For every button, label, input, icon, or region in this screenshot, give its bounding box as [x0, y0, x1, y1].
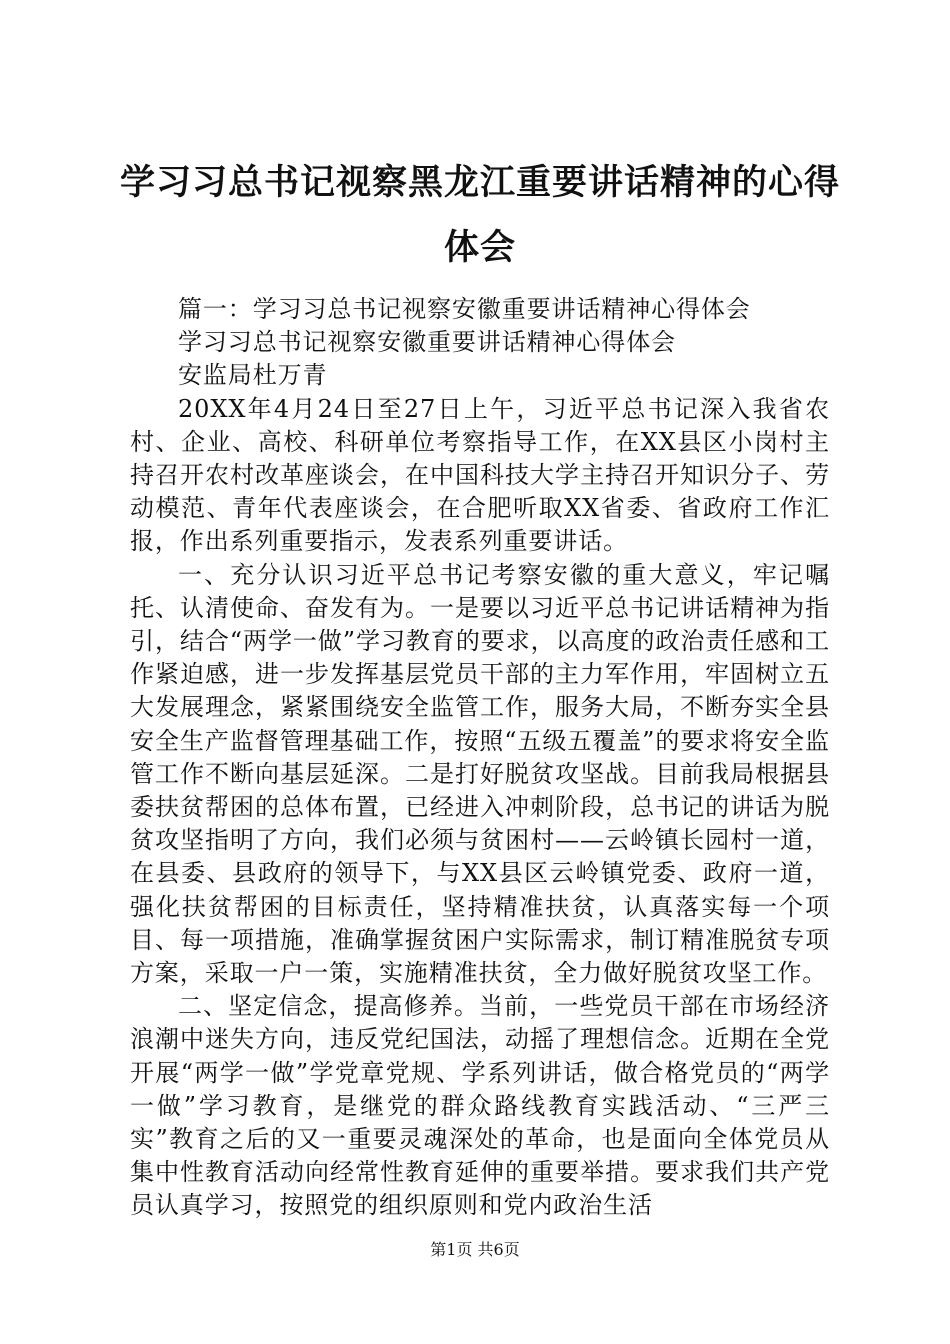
document-title-line-1: 学习习总书记视察黑龙江重要讲话精神的心得	[119, 163, 840, 203]
document-body	[130, 293, 830, 1223]
document-title-line-2: 体会	[443, 228, 516, 268]
article-title: 学习习总书记视察安徽重要讲话精神心得体会	[178, 328, 676, 357]
chapter-heading: 篇一：学习习总书记视察安徽重要讲话精神心得体会	[178, 295, 751, 323]
page-number-footer: 第1页 共6页	[430, 1240, 520, 1259]
body-paragraph: 一、充分认识习近平总书记考察安徽的重大意义，牢记嘱托、认清使命、奋发有为。一是要以习近平总书记讲话精神为指引，结合“两学一做”学习教育的要求，以高度的政治责任感和工作紧迫感，进一步发挥基层党员干部的主力军作用，牢固树立五大发展理念，紧紧围绕安全监管工作，服务大局，不断夯实全县安全生产监督管理基础工作，按照“五级五覆盖”的要求将安全监管工作不断向基层延深。二是打好脱贫攻坚战。目前我局根据县委扶贫帮困的总体布置，已经进入冲刺阶段，总书记的讲话为脱贫攻坚指明了方向，我们必须与贫困村——云岭镇长园村一道，在县委、县政府的领导下，与XX县区云岭镇党委、政府一道，强化扶贫帮困的目标责任，坚持精准扶贫，认真落实每一个项目、每一项措施，准确掌握贫困户实际需求，制订精准脱贫专项方案，采取一户一策，实施精准扶贫，全力做好脱贫攻坚工作。	[130, 560, 830, 988]
body-paragraph: 20XX年4月24日至27日上午，习近平总书记深入我省农村、企业、高校、科研单位考察指导工作，在XX县区小岗村主持召开农村改革座谈会，在中国科技大学主持召开知识分子、劳动模范、青年代表座谈会，在合肥听取XX省委、省政府工作汇报，作出系列重要指示，发表系列重要讲话。	[130, 394, 830, 556]
author-line: 安监局杜万青	[178, 361, 328, 390]
body-paragraph: 二、坚定信念，提高修养。当前，一些党员干部在市场经济浪潮中迷失方向，违反党纪国法，动摇了理想信念。近期在全党开展“两学一做”学党章党规、学系列讲话，做合格党员的“两学一做”学习教育，是继党的群众路线教育实践活动、“三严三实”教育之后的又一重要灵魂深处的革命，也是面向全体党员从集中性教育活动向经常性教育延伸的重要举措。要求我们共产党员认真学习，按照党的组织原则和党内政治生活	[130, 992, 830, 1220]
